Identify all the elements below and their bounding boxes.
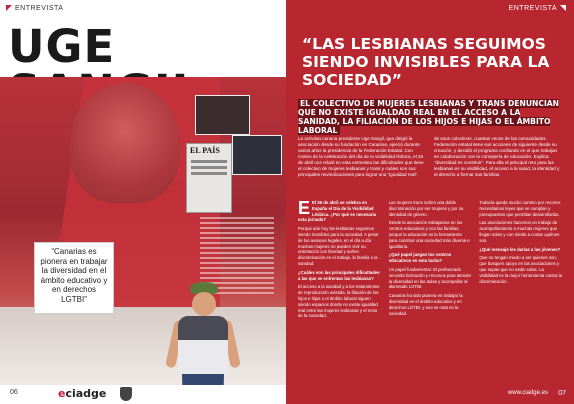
photo-exhibit-picture xyxy=(195,95,250,135)
body-column-1: E El 26 de abril se celebra en España el Día de la Visibilidad Lésbica. ¿Por qué es necesaria esta jornada? Porque aún hoy las lesbianas seguimos siendo invisibles para la sociedad. A pesar de los avances legales, en el día a día muchas mujeres no pueden vivir su orientación con libertad y sufren discriminación en el trabajo, la familia o la sanidad. ¿Cuáles son las principales dificultades a las que se enfrentan las lesbianas? El acceso a la sanidad y a los tratamientos de reproducción asistida, la filiación de los hijos e hijas o el ámbito laboral siguen siendo espacios donde no existe igualdad real entre las mujeres lesbianas y el resto de la sociedad. xyxy=(298,200,380,319)
photo-newspaper xyxy=(186,143,232,213)
lede-paragraph: de esos colectivos, cuantas veces de las comunidades. Federación estatal tiene sus acciones de siguiente desde su creación, y decidió el programa confiando en el que trabajan en colaboración con la consejería de educación. Explica: “diversidad es construir”. Para ella el principal reto para las lesbianas es su visibilidad, el acceso a la salud, la identidad y el derecho a formar sus familias. xyxy=(434,136,560,177)
right-page xyxy=(286,0,574,404)
photo-person xyxy=(168,282,238,385)
article-body xyxy=(298,200,562,376)
page-number-right: 07 xyxy=(558,390,566,397)
lede-paragraph: La activista canaria presidente Uge Sangil, que dirigió la asociación desde su fundación en Canarias, ejerció durante varios años la presidencia de la Federación Estatal. Con motivo de la celebración del día de la visibilidad lésbica, el 26 de abril nos relató en esta entrevista las dificultades que tiene el colectivo de mujeres lesbianas y trans y cuáles son sus principales reivindicaciones para lograr una “igualdad real”. xyxy=(298,136,424,177)
article-headline: “LAS LESBIANAS SEGUIMOS SIENDO INVISIBLES PARA LA SOCIEDAD” xyxy=(302,35,550,89)
government-crest-icon xyxy=(120,387,132,401)
photo-exhibit-picture-2 xyxy=(232,135,282,175)
website-link[interactable]: www.ciadge.es xyxy=(507,390,548,396)
photo-floor xyxy=(0,307,286,385)
footer-right xyxy=(286,385,574,404)
article-lede xyxy=(298,136,562,178)
article-subhead: EL COLECTIVO DE MUJERES LESBIANAS Y TRANS DENUNCIAN QUE NO EXISTE IGUALDAD REAL EN EL ACCESO A LA SANIDAD, LA FILIACIÓN DE LOS HIJOS E HIJAS O EL ÁMBITO LABORAL xyxy=(298,99,560,136)
left-page xyxy=(0,0,286,404)
page-number-left: 06 xyxy=(10,389,18,396)
section-mark-icon xyxy=(560,5,566,11)
drop-cap: E xyxy=(298,200,311,218)
body-column-2: Las mujeres trans sufren una doble discriminación por ser mujeres y por su identidad de género. Desde la asociación trabajamos en los centros educativos y con las familias, porque la educación es la herramienta para construir una sociedad más diversa e igualitaria. ¿Qué papel juegan los centros educativos en esta lucha? Un papel fundamental. El profesorado necesita formación y recursos para atender la diversidad en las aulas y acompañar al alumnado LGTBI. Canarias ha sido pionera en trabajar la diversidad en el ámbito educativo y en derechos LGTBI, y eso se nota en la sociedad. xyxy=(388,200,472,316)
pull-quote xyxy=(34,242,114,314)
section-tag-left: ENTREVISTA xyxy=(6,5,63,12)
body-column-3: Todavía queda mucho camino por recorrer. Necesitamos leyes que se cumplan y presupuestos que permitan desarrollarlas. Las asociaciones hacemos un trabajo de acompañamiento a muchas mujeres que llegan solas y con miedo a contar quiénes son. ¿Qué mensaje les darías a las jóvenes? Que no tengan miedo a ser quienes son, que busquen apoyo en las asociaciones y que sepan que no están solas. La visibilidad es la mejor herramienta contra la discriminación. xyxy=(479,200,562,284)
footer-left xyxy=(0,385,286,404)
pull-quote-text: “Canarias es pionera en trabajar la diversidad en el ámbito educativo y en derechos LGTBI” xyxy=(40,247,108,304)
photo-mural-portrait xyxy=(70,83,180,203)
newspaper-masthead: EL PAÍS xyxy=(190,146,220,155)
interviewee-name: UGE xyxy=(8,20,116,73)
ciadge-logo: eciadge xyxy=(58,387,107,400)
section-mark-icon xyxy=(6,5,12,11)
section-tag-right: ENTREVISTA xyxy=(509,5,566,12)
feature-photo xyxy=(0,77,286,385)
